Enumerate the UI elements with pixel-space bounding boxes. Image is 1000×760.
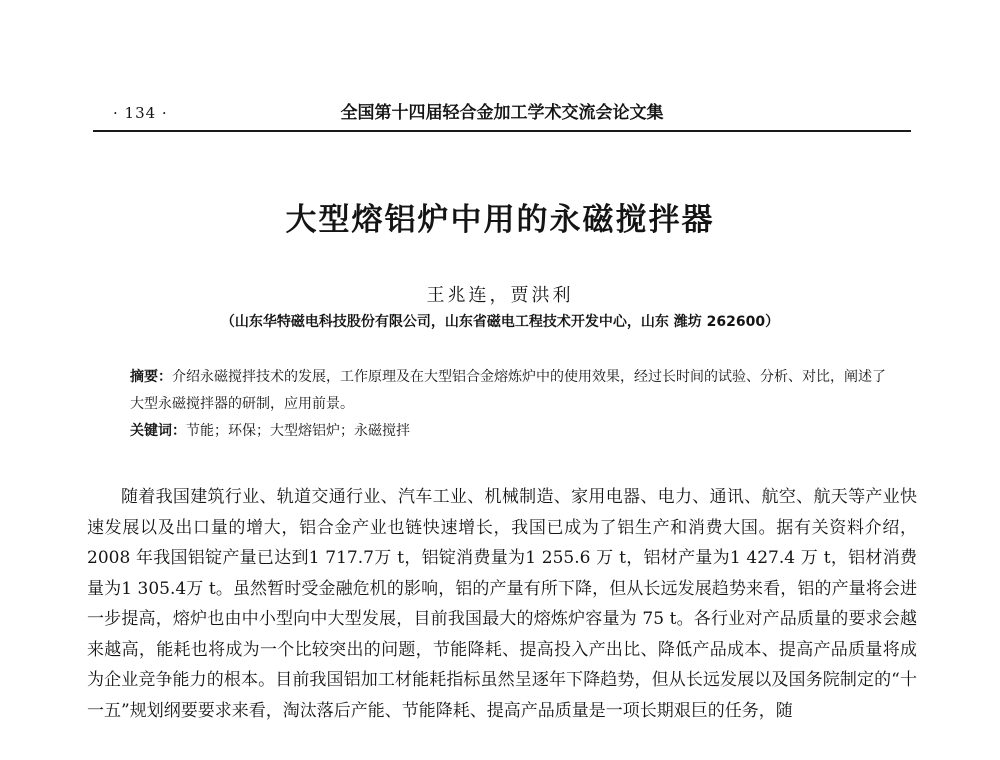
body-text: [87, 482, 917, 726]
author-affiliation: （山东华特磁电科技股份有限公司，山东省磁电工程技术开发中心，山东 潍坊 262600）: [220, 314, 780, 330]
keywords-text: 节能；环保；大型熔铝炉；永磁搅拌: [186, 423, 410, 439]
page-number: · 134 ·: [113, 104, 168, 122]
keywords-label: 关键词：: [130, 423, 186, 439]
abstract-text: 介绍永磁搅拌技术的发展，工作原理及在大型铝合金熔炼炉中的使用效果，经过长时间的试验、分析、对比，阐述了大型永磁搅拌器的研制，应用前景。: [130, 369, 886, 412]
abstract-block: [130, 364, 890, 445]
journal-title: 全国第十四届轻合金加工学术交流会论文集: [340, 103, 664, 123]
keywords: [130, 418, 890, 445]
body-paragraph: 随着我国建筑行业、轨道交通行业、汽车工业、机械制造、家用电器、电力、通讯、航空、航天等产业快速发展以及出口量的增大，铝合金产业也链快速增长，我国已成为了铝生产和消费大国。据有关资料介绍，2008 年我国铝锭产量已达到1 717.7万 t，铝锭消费量为1 255.6 万 t，铝材产量为1 427.4 万 t，铝材消费量为1 305.4万 t。虽然暂时受金融危机的影响，铝的产量有所下降，但从长远发展趋势来看，铝的产量将会进一步提高，熔炉也由中小型向中大型发展，目前我国最大的熔炼炉容量为 75 t。各行业对产品质量的要求会越来越高，能耗也将成为一个比较突出的问题，节能降耗、提高投入产出比、降低产品成本、提高产品质量将成为企业竞争能力的根本。目前我国铝加工材能耗指标虽然呈逐年下降趋势，但从长远发展以及国务院制定的“十一五”规划纲要要求来看，淘汰落后产能、节能降耗、提高产品质量是一项长期艰巨的任务，随: [87, 487, 917, 721]
author-list: 王兆连，贾洪利: [426, 285, 574, 306]
abstract-label: 摘要：: [130, 369, 172, 385]
running-header: [93, 96, 911, 132]
abstract: [130, 364, 890, 418]
article-title: 大型熔铝炉中用的永磁搅拌器: [285, 202, 715, 238]
